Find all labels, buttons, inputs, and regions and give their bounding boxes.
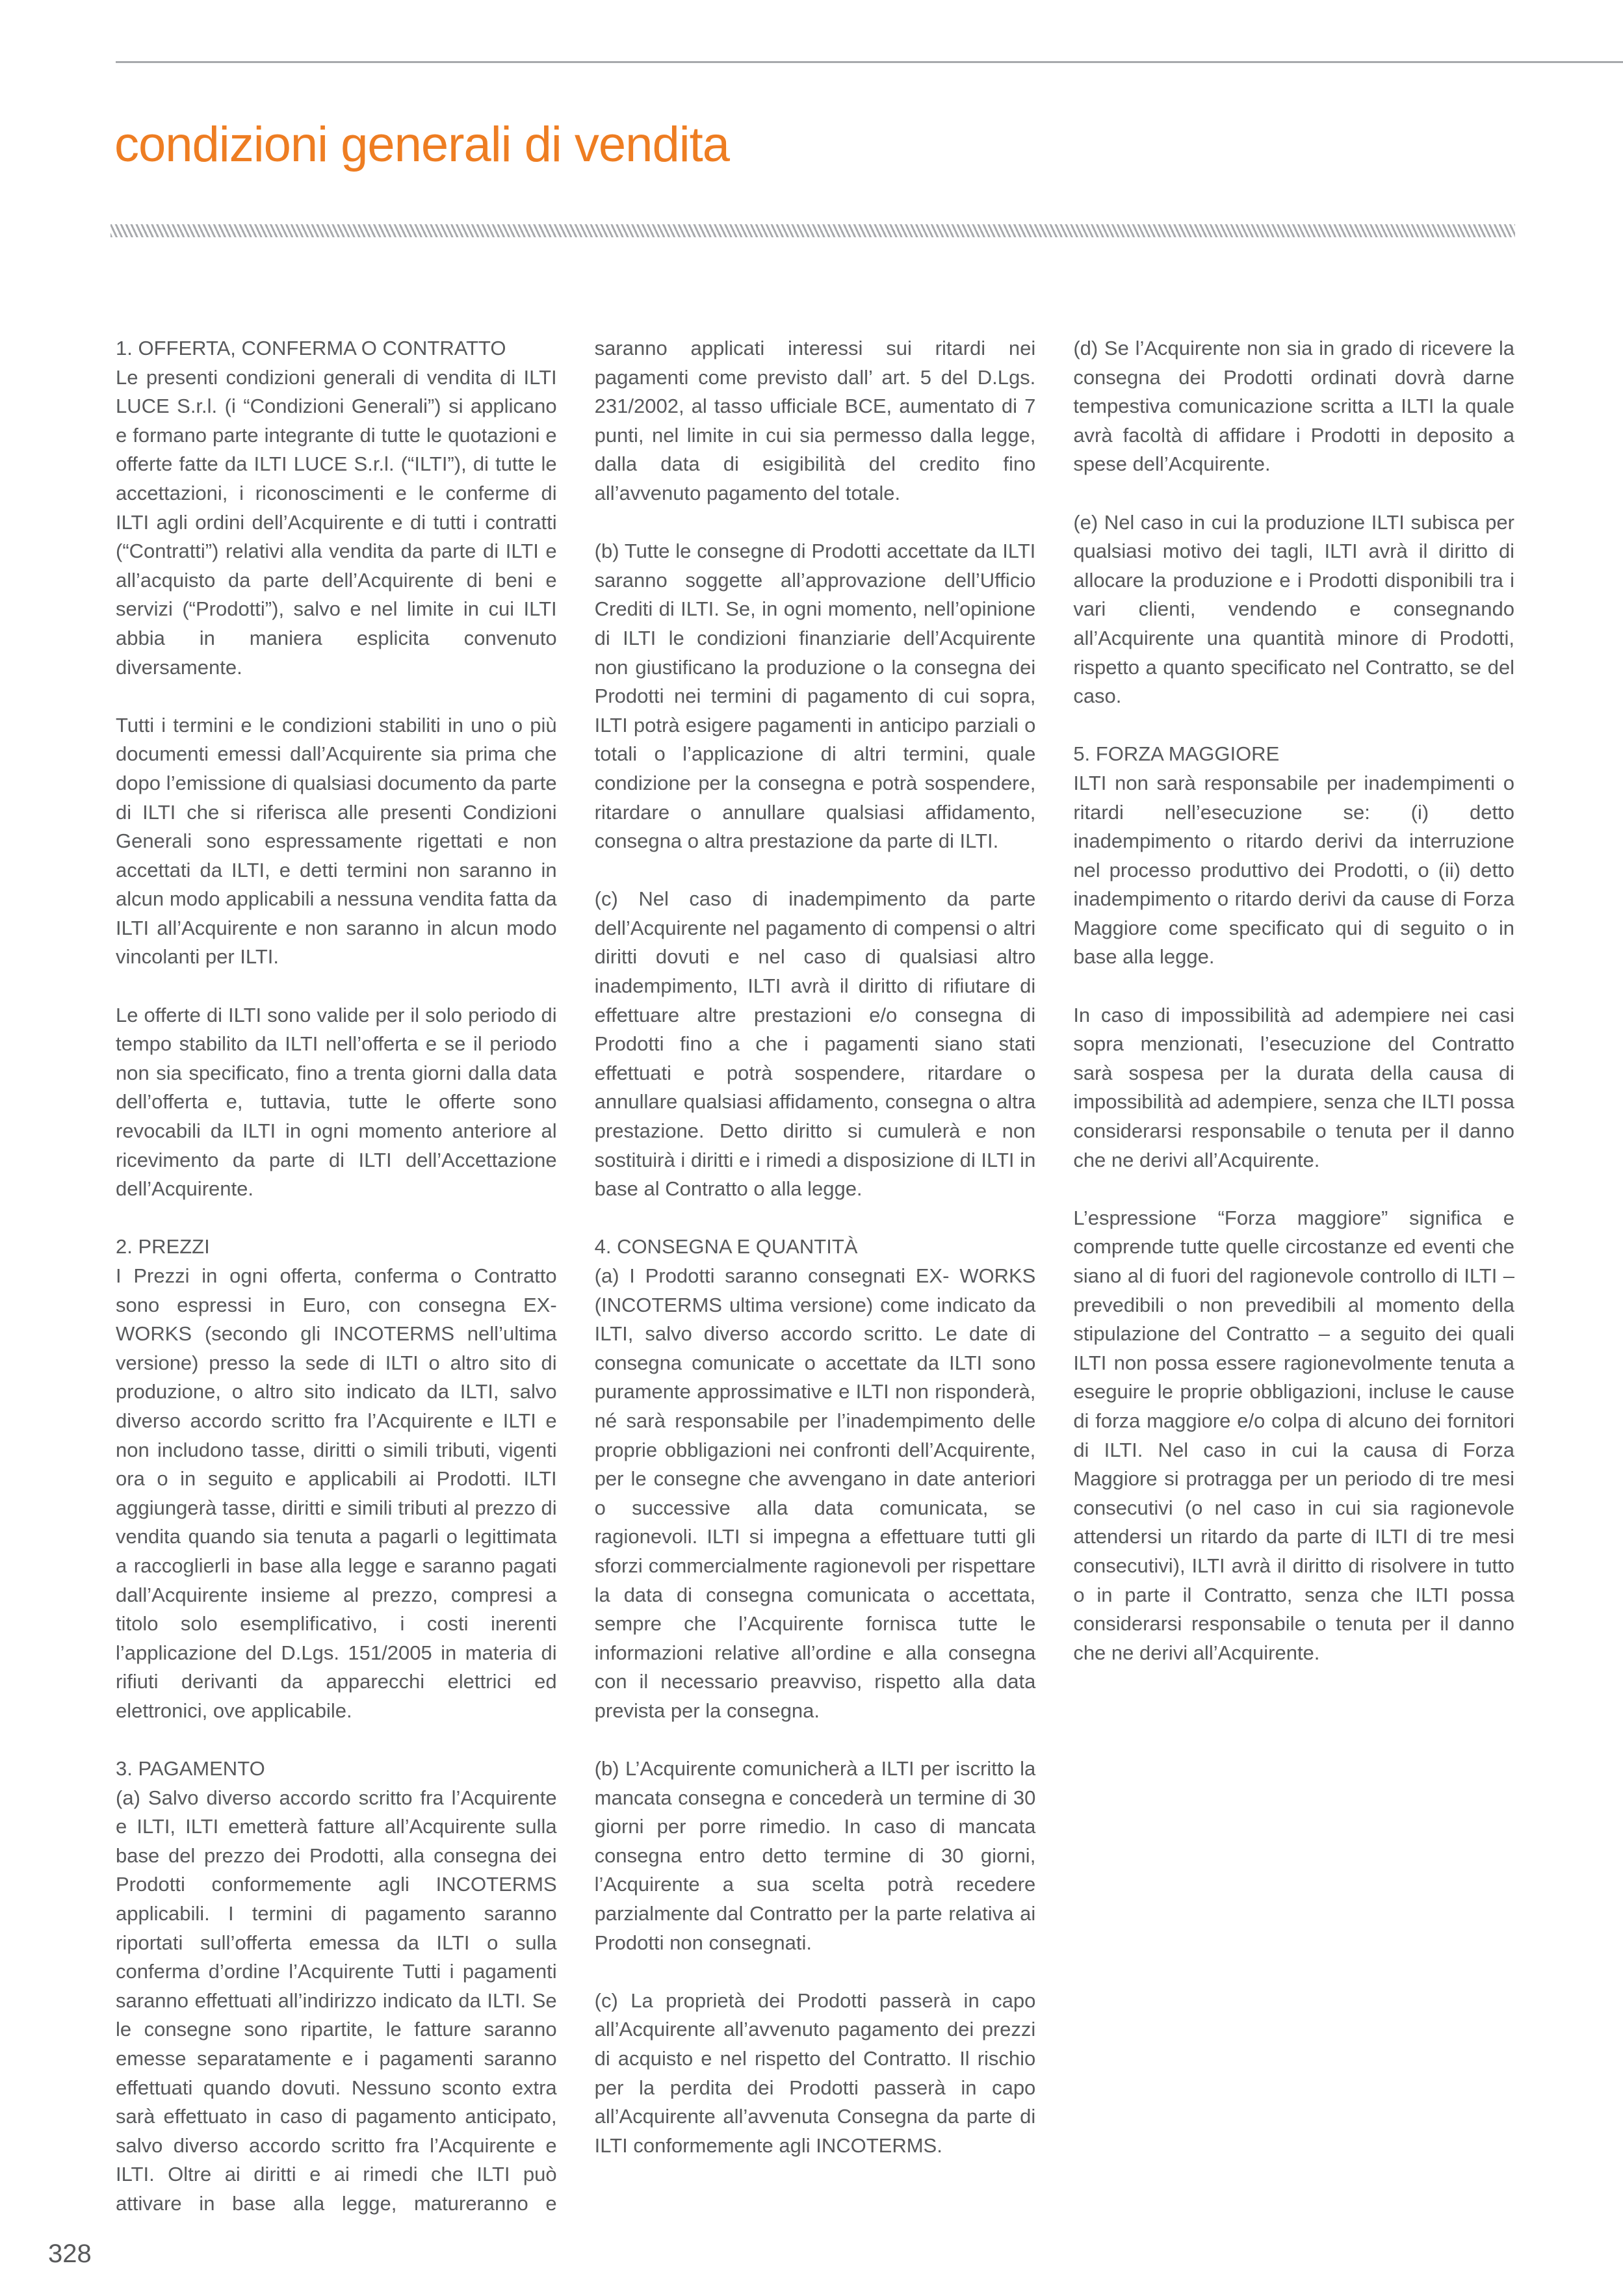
- paragraph: ILTI non sarà responsabile per inadempimenti o ritardi nell’esecuzione se: (i) detto inadempimento o ritardo derivi da interruzione nel processo produttivo dei Prodotti, o (ii) detto inadempimento o ritardo derivi da cause di Forza Maggiore come specificato qui di seguito o in base alla legge.: [1073, 771, 1514, 969]
- top-rule: [116, 61, 1623, 63]
- section-heading: 2. PREZZI: [116, 1235, 210, 1259]
- paragraph: (c) La proprietà dei Prodotti passerà in capo all’Acquirente all’avvenuto pagamento dei prezzi di acquisto e nel rispetto del Contratto. Il rischio per la perdita dei Prodotti passerà in capo all’Acquirente all’avvenuta Consegna da parte di ILTI conformemente agli INCOTERMS.: [594, 1989, 1036, 2157]
- paragraph: (e) Nel caso in cui la produzione ILTI subisca per qualsiasi motivo dei tagli, ILTI avrà il diritto di allocare la produzione e i Prodotti disponibili tra i vari clienti, vendendo e consegnando all’Acquirente una quantità minore di Prodotti, rispetto a quanto specificato nel Contratto, se del caso.: [1073, 510, 1514, 708]
- paragraph: Le presenti condizioni generali di vendita di ILTI LUCE S.r.l. (i “Condizioni Generali”) si applicano e formano parte integrante di tutte le quotazioni e offerte fatte da ILTI LUCE S.r.l. (“ILTI”), di tutte le accettazioni, i riconoscimenti e le conferme di ILTI agli ordini dell’Acquirente e di tutti i contratti (“Contratti”) relativi alla vendita da parte di ILTI e all’acquisto da parte dell’Acquirente di beni e servizi (“Prodotti”), salvo e nel limite in cui ILTI abbia in maniera esplicita convenuto diversamente.: [116, 365, 557, 679]
- paragraph: Tutti i termini e le condizioni stabiliti in uno o più documenti emessi dall’Acquirente sia prima che dopo l’emissione di qualsiasi documento da parte di ILTI che si riferisca alle presenti Condizioni Generali sono espressamente rigettati e non accettati da ILTI, e detti termini non saranno in alcun modo applicabili a nessuna vendita fatta da ILTI all’Acquirente e non saranno in alcun modo vincolanti per ILTI.: [116, 713, 557, 969]
- section-heading: 3. PAGAMENTO: [116, 1757, 265, 1781]
- paragraph: L’espressione “Forza maggiore” significa e comprende tutte quelle circostanze ed eventi che siano al di fuori del ragionevole controllo di ILTI – prevedibili o non prevedibili al momento della stipulazione del Contratto – a seguito dei quali ILTI non possa essere ragionevolmente tenuta a eseguire le proprie obbligazioni, incluse le cause di forza maggiore e/o colpa di alcuno dei fornitori di ILTI. Nel caso in cui la causa di Forza Maggiore si protragga per un periodo di tre mesi consecutivi (o nel caso in cui sia ragionevole attendersi un ritardo da parte di ILTI di tre mesi consecutivi), ILTI avrà il diritto di risolvere in tutto o in parte il Contratto, senza che ILTI possa considerarsi responsabile o tenuta per il danno che ne derivi all’Acquirente.: [1073, 1206, 1514, 1664]
- page-title: condizioni generali di vendita: [114, 117, 729, 172]
- section-heading: 4. CONSEGNA E QUANTITÀ: [594, 1235, 858, 1259]
- paragraph: (a) I Prodotti saranno consegnati EX- WORKS (INCOTERMS ultima versione) come indicato da ILTI, salvo diverso accordo scritto. Le date di consegna comunicate o accettate da ILTI sono puramente approssimative e ILTI non risponderà, né sarà responsabile per l’inadempimento delle proprie obbligazioni nei confronti dell’Acquirente, per le consegne che avvengano in date anteriori o successive alla data comunicata, se ragionevoli. ILTI si impegna a effettuare tutti gli sforzi commercialmente ragionevoli per rispettare la data di consegna comunicata o accettata, sempre che l’Acquirente fornisca tutte le informazioni relative all’ordine e alla consegna con il necessario preavviso, rispetto alla data prevista per la consegna.: [594, 1264, 1036, 1722]
- paragraph: Le offerte di ILTI sono valide per il solo periodo di tempo stabilito da ILTI nell’offerta e se il periodo non sia specificato, fino a trenta giorni dalla data dell’offerta e, tuttavia, tutte le offerte sono revocabili da ILTI in ogni momento anteriore al ricevimento da parte di ILTI dell’Accettazione dell’Acquirente.: [116, 1003, 557, 1201]
- paragraph: In caso di impossibilità ad adempiere nei casi sopra menzionati, l’esecuzione del Contratto sarà sospesa per la durata della causa di impossibilità ad adempiere, senza che ILTI possa considerarsi responsabile o tenuta per il danno che ne derivi all’Acquirente.: [1073, 1003, 1514, 1171]
- section-heading: 5. FORZA MAGGIORE: [1073, 742, 1280, 766]
- terms-body: [116, 334, 1514, 2219]
- paragraph: (b) L’Acquirente comunicherà a ILTI per iscritto la mancata consegna e concederà un termine di 30 giorni per porre rimedio. In caso di mancata consegna entro detto termine di 30 giorni, l’Acquirente a sua scelta potrà recedere parzialmente dal Contratto per la parte relativa ai Prodotti non consegnati.: [594, 1757, 1036, 1954]
- paragraph: (a) Salvo diverso accordo scritto fra l’Acquirente e ILTI, ILTI emetterà fatture all’Acquirente sulla base del prezzo dei Prodotti, alla consegna dei Prodotti conformemente agli INCOTERMS applicabili. I termini di pagamento saranno riportati sull’offerta emessa da ILTI o sulla conferma d’ordine l’Acquirente Tutti i pagamenti saranno effettuati all’indirizzo indicato da ILTI. Se le consegne sono ripartite, le fatture saranno emesse separatamente e i pagamenti saranno effettuati quando dovuti. Nessuno sconto extra sarà effettuato in caso di pagamento anticipato, salvo diverso accordo scritto fra l’Acquirente e ILTI. Oltre ai diritti e ai rimedi che ILTI può attivare in base alla legge, matureranno e saranno applicati interessi sui ritardi nei pagamenti come previsto dall’ art. 5 del D.Lgs. 231/2002, al tasso ufficiale BCE, aumentato di 7 punti, nel limite in cui sia permesso dalla legge, dalla data di esigibilità del credito fino all’avvenuto pagamento del totale.: [116, 337, 1036, 2215]
- hatched-divider: [110, 224, 1515, 237]
- paragraph: (d) Se l’Acquirente non sia in grado di ricevere la consegna dei Prodotti ordinati dovrà darne tempestiva comunicazione scritta a ILTI la quale avrà facoltà di affidare i Prodotti in deposito a spese dell’Acquirente.: [1073, 337, 1514, 476]
- paragraph: I Prezzi in ogni offerta, conferma o Contratto sono espressi in Euro, con consegna EX-WORKS (secondo gli INCOTERMS nell’ultima versione) presso la sede di ILTI o altro sito di produzione, o altro sito indicato da ILTI, salvo diverso accordo scritto fra l’Acquirente e ILTI e non includono tasse, diritti o simili tributi, vigenti ora o in seguito e applicabili ai Prodotti. ILTI aggiungerà tasse, diritti e simili tributi al prezzo di vendita quando sia tenuta a pagarli o legittimata a raccoglierli in base alla legge e saranno pagati dall’Acquirente insieme al prezzo, compresi a titolo solo esemplificativo, i costi inerenti l’applicazione del D.Lgs. 151/2005 in materia di rifiuti derivanti da apparecchi elettrici ed elettronici, ove applicabile.: [116, 1264, 557, 1722]
- paragraph: (c) Nel caso di inadempimento da parte dell’Acquirente nel pagamento di compensi o altri diritti dovuti e nel caso di qualsiasi altro inadempimento, ILTI avrà il diritto di rifiutare di effettuare altre prestazioni e/o consegna di Prodotti fino a che i pagamenti siano stati effettuati e potrà sospendere, ritardare o annullare qualsiasi affidamento, consegna o altra prestazione. Detto diritto si cumulerà e non sostituirà i diritti e i rimedi a disposizione di ILTI in base al Contratto o alla legge.: [594, 887, 1036, 1201]
- page-number: 328: [48, 2239, 92, 2268]
- section-heading: 1. OFFERTA, CONFERMA O CONTRATTO: [116, 337, 506, 359]
- paragraph: (b) Tutte le consegne di Prodotti accettate da ILTI saranno soggette all’approvazione dell’Ufficio Crediti di ILTI. Se, in ogni momento, nell’opinione di ILTI le condizioni finanziarie dell’Acquirente non giustificano la produzione o la consegna dei Prodotti nei termini di pagamento di cui sopra, ILTI potrà esigere pagamenti in anticipo parziali o totali o l’applicazione di altri termini, quale condizione per la consegna e potrà sospendere, ritardare o annullare qualsiasi affidamento, consegna o altra prestazione da parte di ILTI.: [594, 540, 1036, 853]
